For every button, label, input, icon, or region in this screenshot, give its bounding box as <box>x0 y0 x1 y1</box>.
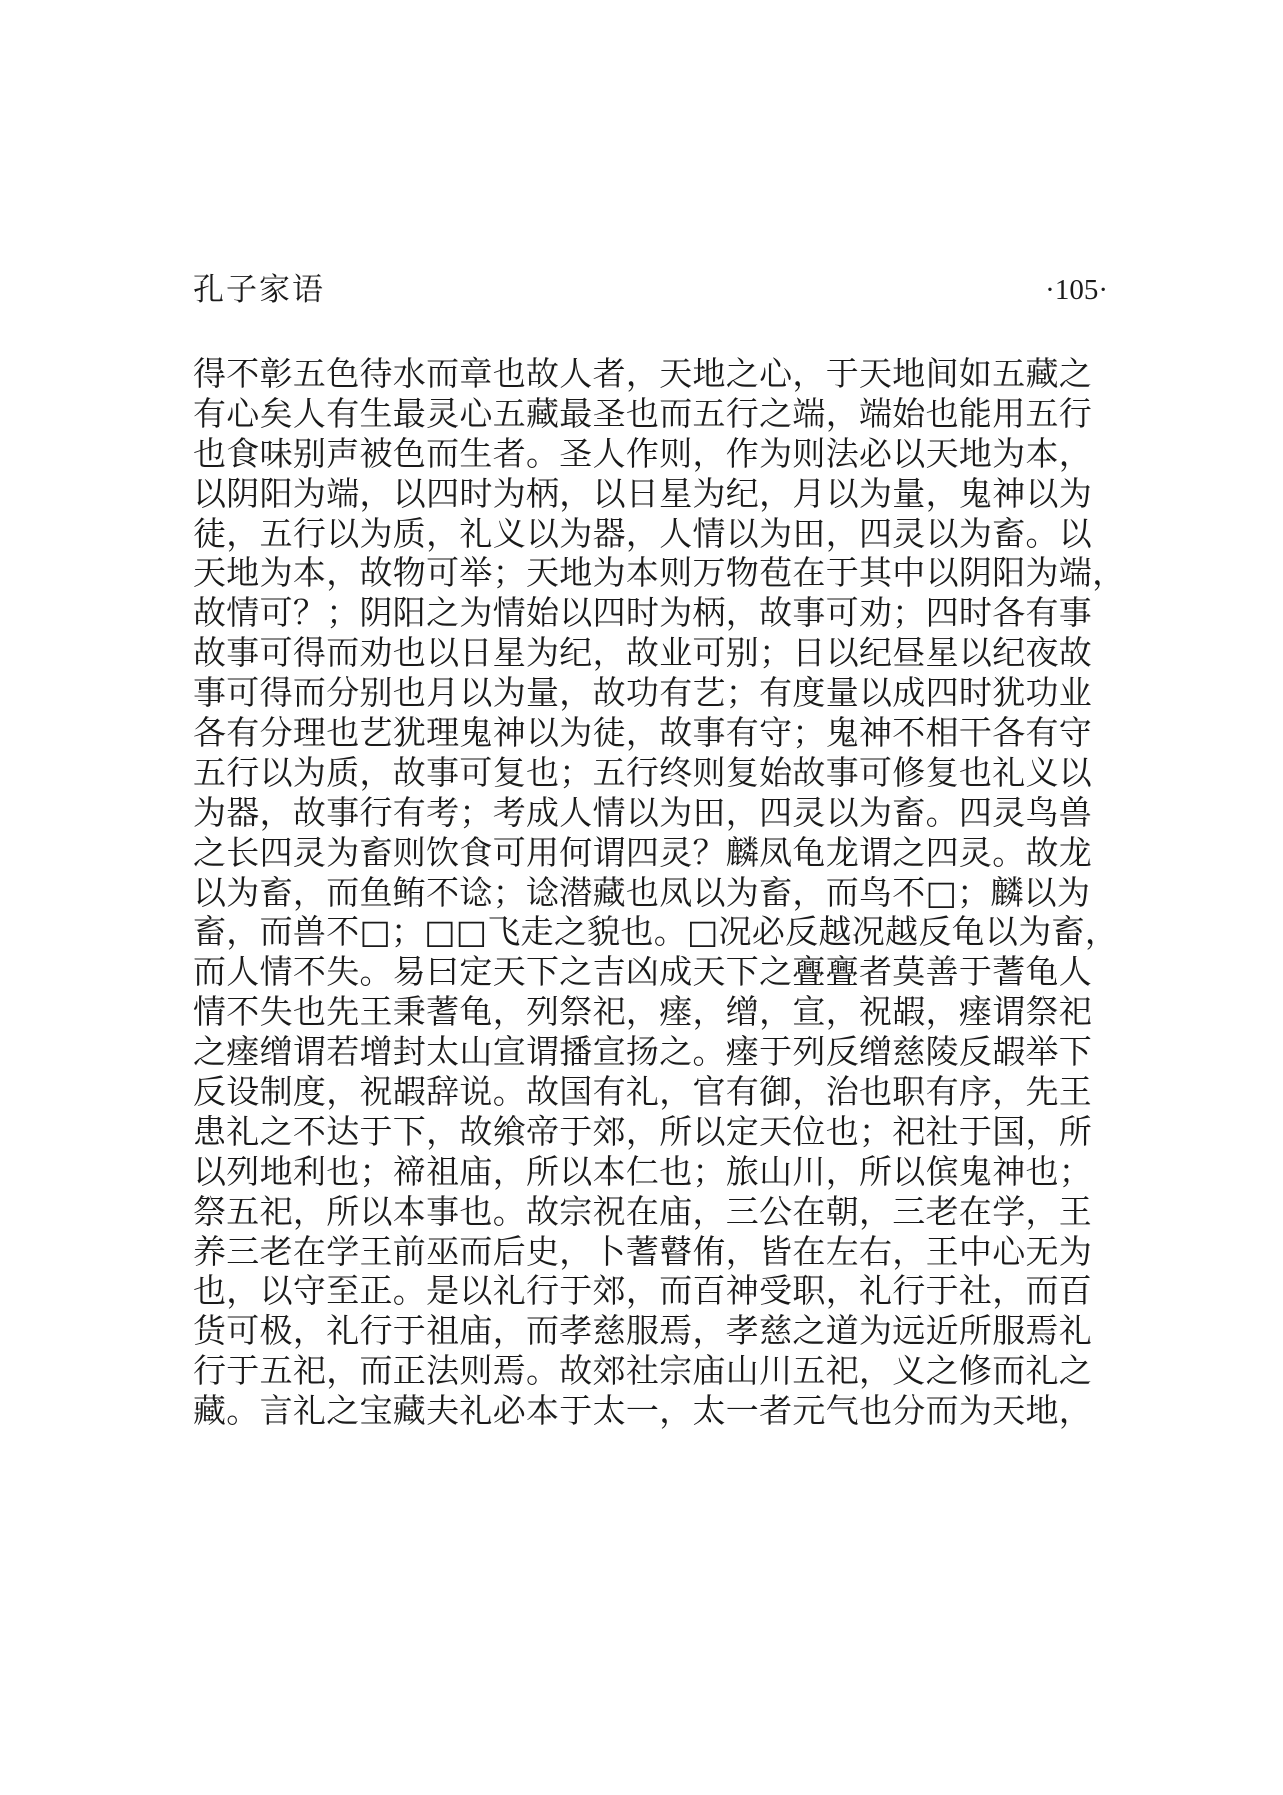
text-line: 养三老在学王前巫而后史，卜蓍瞽侑，皆在左右，王中心无为 <box>193 1231 1093 1271</box>
text-line: 五行以为质，故事可复也；五行终则复始故事可修复也礼义以 <box>193 752 1093 792</box>
text-line: 也，以守至正。是以礼行于郊，而百神受职，礼行于社，而百 <box>193 1271 1093 1311</box>
text-line: 各有分理也艺犹理鬼神以为徒，故事有守；鬼神不相干各有守 <box>193 713 1093 753</box>
text-line: 以为畜，而鱼鲔不谂；谂潜藏也凤以为畜，而鸟不□；麟以为 <box>193 872 1091 912</box>
text-line: 为器，故事行有考；考成人情以为田，四灵以为畜。四灵鸟兽 <box>193 792 1093 832</box>
text-line: 情不失也先王秉蓍龟，列祭祀，瘗，缯，宣，祝嘏，瘗谓祭祀 <box>193 992 1093 1032</box>
text-line: 也食味别声被色而生者。圣人作则，作为则法必以天地为本， <box>193 433 1093 473</box>
text-line: 货可极，礼行于祖庙，而孝慈服焉，孝慈之道为远近所服焉礼 <box>193 1311 1093 1351</box>
text-line: 之瘗缯谓若增封太山宣谓播宣扬之。瘗于列反缯慈陵反嘏举下 <box>193 1032 1093 1072</box>
text-line: 事可得而分别也月以为量，故功有艺；有度量以成四时犹功业 <box>193 673 1093 713</box>
text-line: 故事可得而劝也以日星为纪，故业可别；日以纪昼星以纪夜故 <box>193 633 1093 673</box>
text-line: 以阴阳为端，以四时为柄，以日星为纪，月以为量，鬼神以为 <box>193 473 1093 513</box>
text-line: 有心矣人有生最灵心五藏最圣也而五行之端，端始也能用五行 <box>193 393 1093 433</box>
text-line: 得不彰五色待水而章也故人者，天地之心，于天地间如五藏之 <box>193 354 1093 393</box>
running-title: 孔子家语 <box>193 272 325 308</box>
text-line: 以列地利也；禘祖庙，所以本仁也；旅山川，所以傧鬼神也； <box>193 1151 1093 1191</box>
text-line: 故情可？；阴阳之为情始以四时为柄，故事可劝；四时各有事 <box>193 593 1093 633</box>
text-line: 祭五祀，所以本事也。故宗祝在庙，三公在朝，三老在学，王 <box>193 1191 1093 1231</box>
text-line: 行于五祀，而正法则焉。故郊社宗庙山川五祀，义之修而礼之 <box>193 1351 1093 1391</box>
text-line: 患礼之不达于下，故飨帝于郊，所以定天位也；祀社于国，所 <box>193 1111 1093 1151</box>
body-text <box>193 354 1126 1431</box>
text-line: 而人情不失。易曰定天下之吉凶成天下之亹亹者莫善于蓍龟人 <box>193 952 1093 992</box>
page-number: ·105· <box>1045 274 1108 306</box>
text-line: 之长四灵为畜则饮食可用何谓四灵？麟凤龟龙谓之四灵。故龙 <box>193 832 1093 872</box>
text-line: 天地为本，故物可举；天地为本则万物苞在于其中以阴阳为端， <box>193 553 1126 593</box>
text-line: 藏。言礼之宝藏夫礼必本于太一，太一者元气也分而为天地， <box>193 1391 1093 1431</box>
text-line: 反设制度，祝嘏辞说。故国有礼，官有御，治也职有序，先王 <box>193 1072 1093 1112</box>
text-line: 畜，而兽不□；□□飞走之貌也。□况必反越况越反龟以为畜， <box>193 912 1119 952</box>
text-line: 徒，五行以为质，礼义以为器，人情以为田，四灵以为畜。以 <box>193 513 1093 553</box>
